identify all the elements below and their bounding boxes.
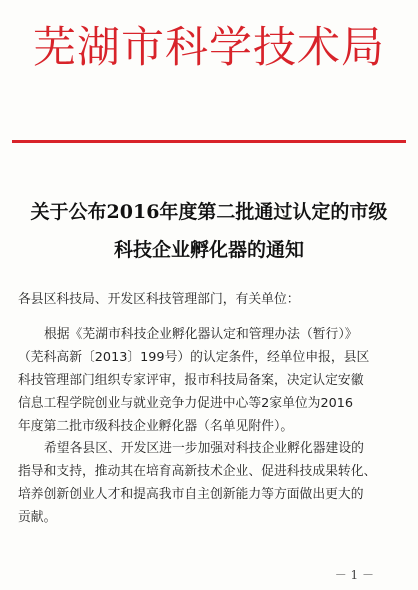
paragraph-2-line: 希望各县区、开发区进一步加强对科技企业孵化器建设的 [44, 441, 364, 456]
paragraph-1 [18, 323, 402, 438]
notice-title-line-1: 关于公布2016年度第二批通过认定的市级 [30, 201, 388, 223]
paragraph-1-line: 信息工程学院创业与就业竞争力促进中心等2家单位为2016 [18, 396, 354, 411]
paragraph-2-line: 指导和支持，推动其在培育高新技术企业、促进科技成果转化、 [18, 464, 377, 479]
salutation: 各县区科技局、开发区科技管理部门，有关单位： [18, 292, 300, 307]
paragraph-2-line: 贡献。 [18, 510, 57, 525]
notice-title-line-2: 科技企业孵化器的通知 [113, 239, 304, 261]
page-number: － 1 － [334, 568, 374, 582]
red-divider-line [12, 140, 406, 143]
paragraph-1-line: 科技管理部门组织专家评审，报市科技局备案，决定认定安徽 [18, 373, 364, 388]
letterhead-title: 芜湖市科学技术局 [33, 23, 385, 73]
paragraph-1-line: 根据《芜湖市科技企业孵化器认定和管理办法（暂行）》 [44, 327, 358, 342]
paragraph-1-line: （芜科高新〔2013〕199号）的认定条件，经单位申报，县区 [18, 350, 370, 365]
paragraph-2-line: 培养创新创业人才和提高我市自主创新能力等方面做出更大的 [18, 487, 364, 502]
paragraph-1-line: 年度第二批市级科技企业孵化器（名单见附件）。 [18, 419, 294, 434]
paragraph-2 [18, 437, 402, 529]
